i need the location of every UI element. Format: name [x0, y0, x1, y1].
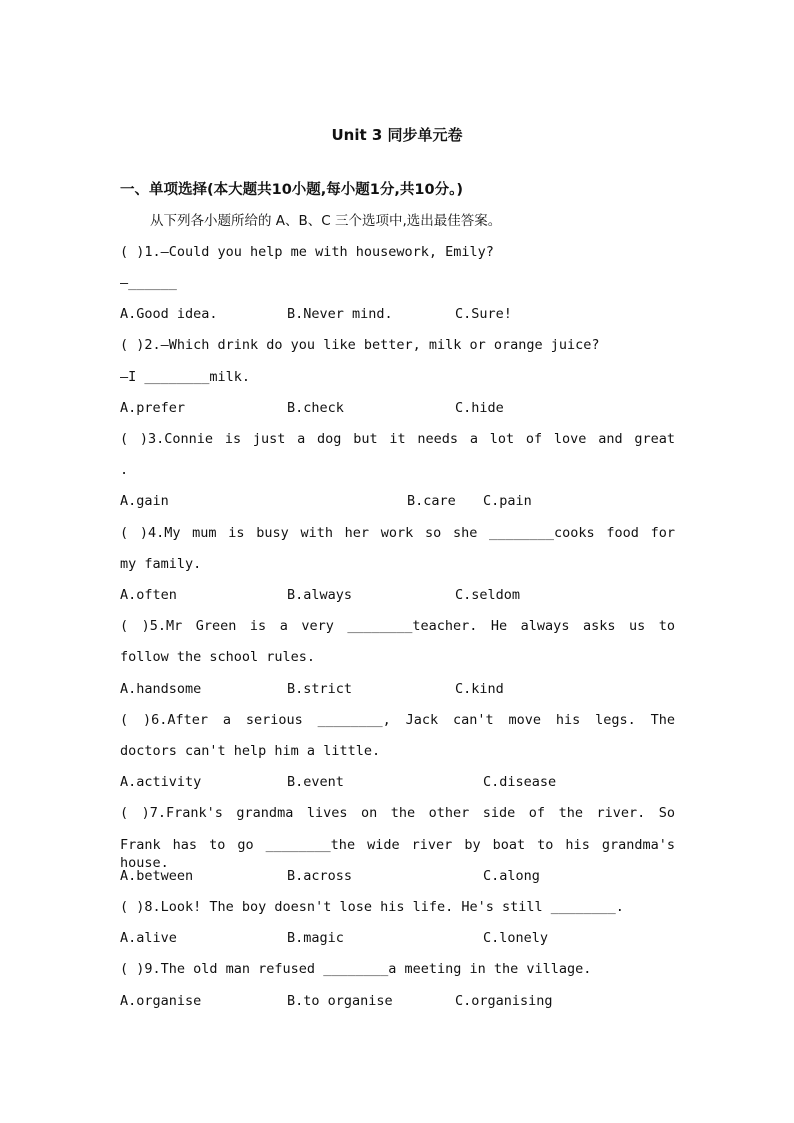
- question-2-line-2: —I ________milk.: [120, 369, 251, 385]
- section-instruction: 从下列各小题所给的 A、B、C 三个选项中,选出最佳答案。: [150, 213, 502, 229]
- question-4-option-a: A.often: [120, 587, 177, 603]
- question-6-option-b: B.event: [287, 774, 344, 790]
- section-heading: 一、单项选择(本大题共10小题,每小题1分,共10分。): [120, 182, 463, 198]
- question-4-line-2: my family.: [120, 556, 202, 572]
- question-8-option-a: A.alive: [120, 930, 177, 946]
- question-1-option-a: A.Good idea.: [120, 306, 218, 322]
- question-5-line-2: follow the school rules.: [120, 649, 316, 665]
- question-1-line-2: —______: [120, 275, 177, 291]
- question-4-option-b: B.always: [287, 587, 353, 603]
- question-5-option-c: C.kind: [455, 681, 504, 697]
- question-8-option-b: B.magic: [287, 930, 344, 946]
- question-3-option-c: C.pain: [483, 493, 532, 509]
- page-title: Unit 3 同步单元卷: [331, 126, 463, 144]
- question-4-option-c: C.seldom: [455, 587, 521, 603]
- question-1-line-1: ( )1.—Could you help me with housework, Emily?: [120, 244, 494, 260]
- question-1-option-c: C.Sure!: [455, 306, 512, 322]
- question-3-line-1: ( )3.Connie is just a dog but it needs a lot of love and great: [120, 431, 675, 447]
- question-8-line-1: ( )8.Look! The boy doesn't lose his life. He's still ________.: [120, 899, 624, 915]
- question-8-option-c: C.lonely: [483, 930, 549, 946]
- question-3-option-b: B.care: [407, 493, 456, 509]
- question-6-line-1: ( )6.After a serious ________, Jack can't move his legs. The: [120, 712, 675, 728]
- question-9-line-1: ( )9.The old man refused ________a meeting in the village.: [120, 961, 592, 977]
- question-2-option-a: A.prefer: [120, 400, 186, 416]
- question-9-option-c: C.organising: [455, 993, 553, 1009]
- question-3-line-2: .: [120, 462, 129, 478]
- question-7-line-1: ( )7.Frank's grandma lives on the other side of the river. So: [120, 805, 675, 821]
- question-2-option-c: C.hide: [455, 400, 504, 416]
- question-7-option-c: C.along: [483, 868, 540, 884]
- question-2-line-1: ( )2.—Which drink do you like better, milk or orange juice?: [120, 337, 600, 353]
- question-3-option-a: A.gain: [120, 493, 169, 509]
- question-6-option-a: A.activity: [120, 774, 202, 790]
- question-5-option-b: B.strict: [287, 681, 353, 697]
- question-4-line-1: ( )4.My mum is busy with her work so she ________cooks food for: [120, 525, 675, 541]
- question-9-option-a: A.organise: [120, 993, 202, 1009]
- question-6-line-2: doctors can't help him a little.: [120, 743, 381, 759]
- question-5-line-1: ( )5.Mr Green is a very ________teacher. He always asks us to: [120, 618, 675, 634]
- question-7-option-b: B.across: [287, 868, 353, 884]
- question-6-option-c: C.disease: [483, 774, 557, 790]
- question-9-option-b: B.to organise: [287, 993, 393, 1009]
- question-5-option-a: A.handsome: [120, 681, 202, 697]
- question-2-option-b: B.check: [287, 400, 344, 416]
- question-7-option-a: A.between: [120, 868, 194, 884]
- question-7-line-2: Frank has to go ________the wide river by boat to his grandma's house.: [120, 837, 675, 871]
- question-1-option-b: B.Never mind.: [287, 306, 393, 322]
